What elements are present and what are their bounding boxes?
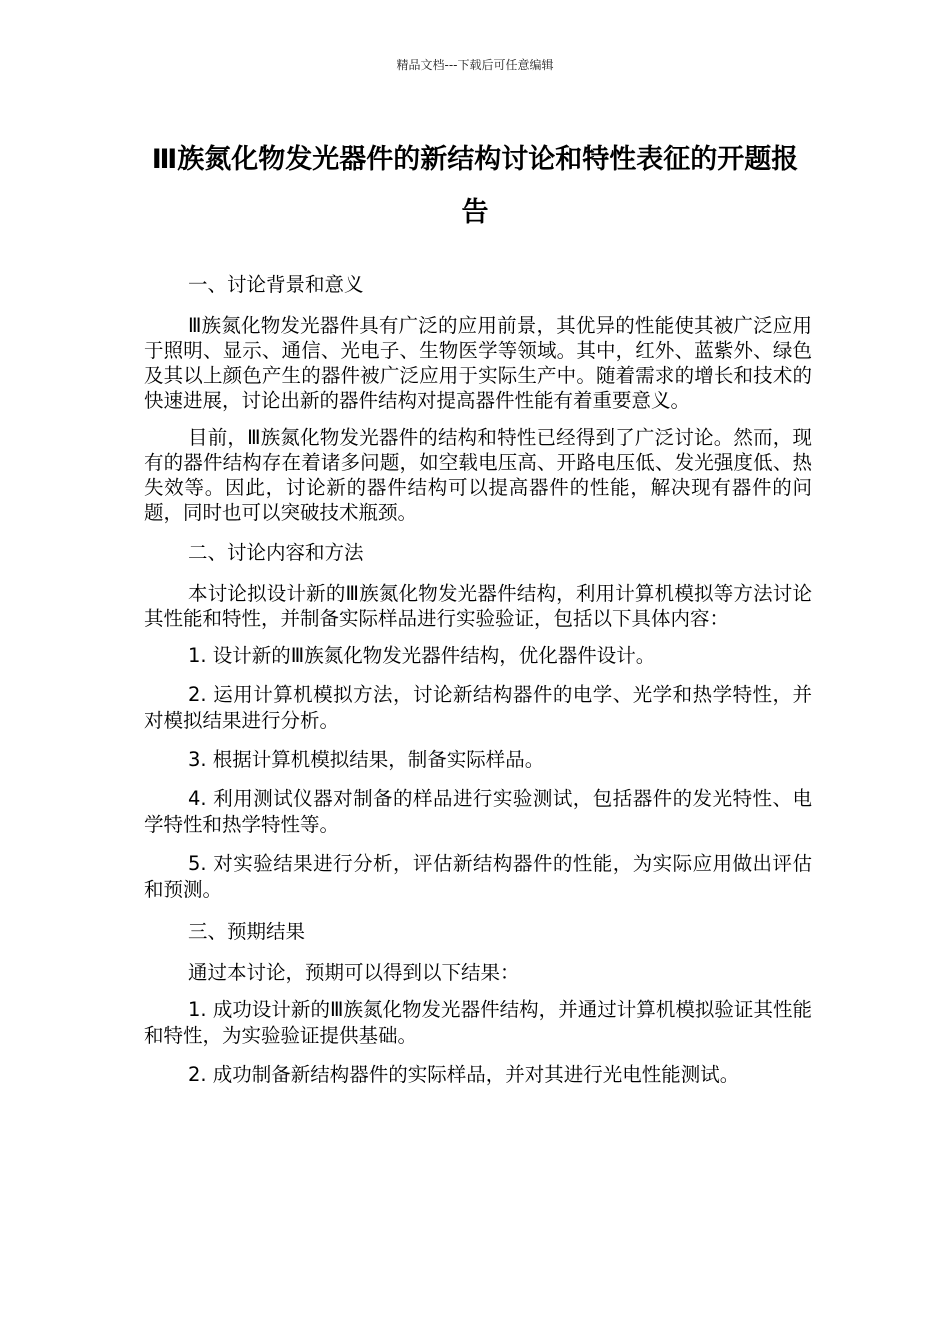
background-paragraph-2: 目前，Ⅲ族氮化物发光器件的结构和特性已经得到了广泛讨论。然而，现有的器件结构存在着诸多问题，如空载电压高、开路电压低、发光强度低、热失效等。因此，讨论新的器件结构可以提高器件的性能，解决现有器件的问题，同时也可以突破技术瓶颈。: [144, 426, 812, 524]
section-heading-content-methods: 二、讨论内容和方法: [188, 541, 364, 564]
document-title: Ⅲ族氮化物发光器件的新结构讨论和特性表征的开题报告: [151, 144, 799, 228]
content-list-item-1: 1. 设计新的Ⅲ族氮化物发光器件结构，优化器件设计。: [188, 644, 656, 667]
section-heading-background: 一、讨论背景和意义: [188, 273, 364, 296]
results-list-item-2: 2. 成功制备新结构器件的实际样品，并对其进行光电性能测试。: [188, 1063, 740, 1086]
content-intro-paragraph: 本讨论拟设计新的Ⅲ族氮化物发光器件结构，利用计算机模拟等方法讨论其性能和特性，并制备实际样品进行实验验证，包括以下具体内容：: [144, 582, 812, 630]
content-list-item-2: 2. 运用计算机模拟方法，讨论新结构器件的电学、光学和热学特性，并对模拟结果进行分析。: [144, 683, 812, 732]
content-list-item-4: 4. 利用测试仪器对制备的样品进行实验测试，包括器件的发光特性、电学特性和热学特性等。: [144, 787, 812, 836]
header-note: 精品文档---下载后可任意编辑: [396, 58, 554, 72]
background-paragraph-1: Ⅲ族氮化物发光器件具有广泛的应用前景，其优异的性能使其被广泛应用于照明、显示、通信、光电子、生物医学等领域。其中，红外、蓝紫外、绿色及其以上颜色产生的器件被广泛应用于实际生产中。随着需求的增长和技术的快速进展，讨论出新的器件结构对提高器件性能有着重要意义。: [144, 314, 812, 412]
results-intro-paragraph: 通过本讨论，预期可以得到以下结果：: [188, 961, 520, 984]
document-body: [144, 269, 812, 1101]
results-list-item-1: 1. 成功设计新的Ⅲ族氮化物发光器件结构，并通过计算机模拟验证其性能和特性，为实验验证提供基础。: [144, 998, 812, 1047]
section-heading-expected-results: 三、预期结果: [188, 920, 306, 943]
content-list-item-5: 5. 对实验结果进行分析，评估新结构器件的性能，为实际应用做出评估和预测。: [144, 852, 812, 901]
content-list-item-3: 3. 根据计算机模拟结果，制备实际样品。: [188, 748, 545, 771]
